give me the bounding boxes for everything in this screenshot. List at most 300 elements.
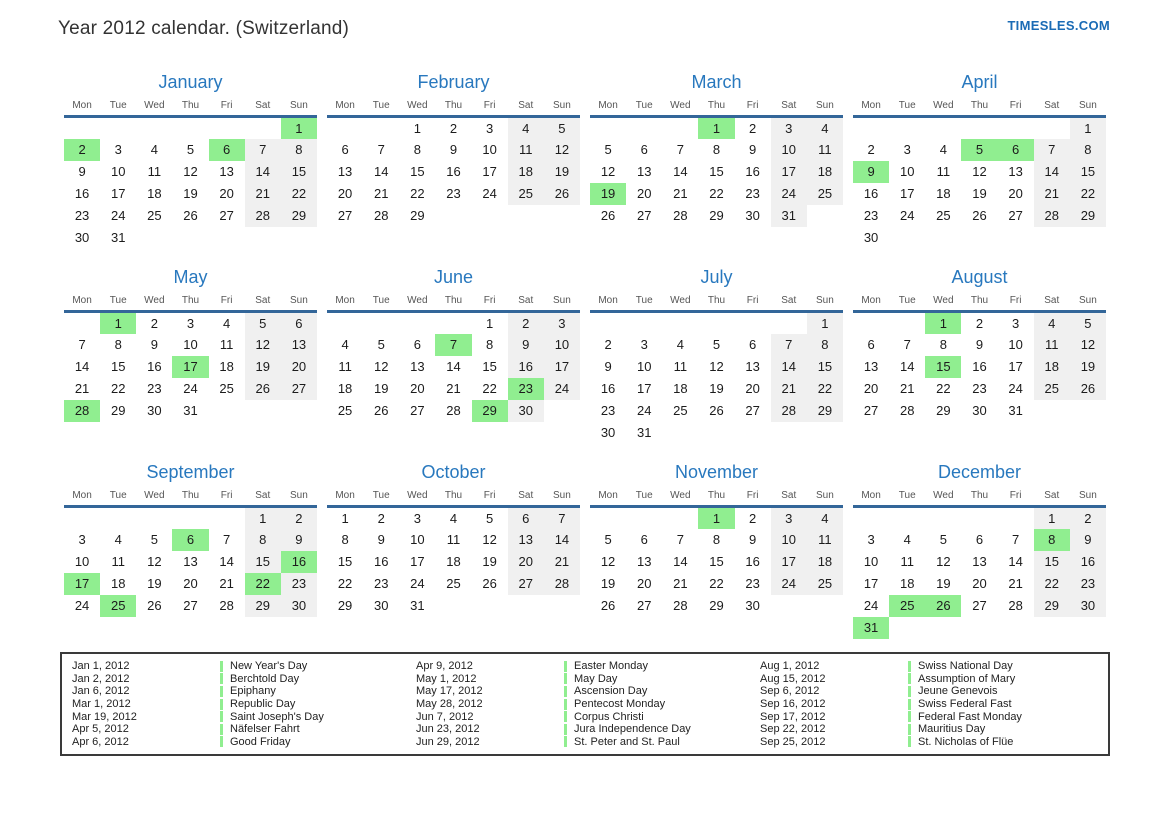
day-cell: 27 — [1008, 208, 1023, 223]
day-cell-empty — [626, 507, 662, 529]
weekday-header: Wed — [925, 100, 961, 117]
day-cell-empty — [136, 227, 172, 249]
holiday-marker — [220, 686, 223, 697]
month-title: August — [951, 267, 1008, 287]
weekday-header: Tue — [100, 295, 136, 312]
weekday-header: Sun — [281, 100, 317, 117]
weekday-header: Mon — [64, 490, 100, 507]
day-cell: 9 — [749, 142, 757, 157]
day-cell: 10 — [74, 554, 90, 569]
day-cell: 11 — [219, 337, 234, 352]
day-cell: 20 — [337, 186, 353, 201]
day-cell-empty — [1070, 422, 1106, 444]
legend-entry — [760, 735, 1098, 748]
legend-entry — [72, 673, 410, 686]
month-grid — [853, 295, 1106, 444]
weekday-header: Thu — [961, 295, 997, 312]
legend-date: Sep 22, 2012 — [760, 723, 826, 736]
day-cell: 17 — [771, 161, 807, 183]
holiday-day-cell: 17 — [172, 356, 208, 378]
weekday-header: Tue — [889, 490, 925, 507]
legend-date: Jun 29, 2012 — [416, 735, 480, 748]
day-cell-empty — [626, 617, 662, 639]
day-cell-empty — [209, 400, 245, 422]
day-cell: 25 — [508, 183, 544, 205]
legend-column — [416, 660, 754, 748]
day-cell: 19 — [600, 576, 616, 591]
day-cell: 15 — [709, 164, 724, 179]
day-cell: 2 — [749, 120, 757, 136]
month-december — [853, 462, 1106, 641]
day-cell: 13 — [863, 359, 879, 374]
day-cell: 30 — [745, 598, 760, 613]
day-cell-empty — [735, 227, 771, 249]
weekday-header: Sun — [807, 100, 843, 117]
day-cell: 16 — [147, 359, 162, 374]
day-cell-empty — [771, 312, 807, 334]
day-cell-empty — [544, 422, 580, 444]
day-cell-empty — [172, 227, 208, 249]
day-cell: 29 — [110, 403, 126, 418]
day-cell: 16 — [600, 381, 616, 396]
day-cell: 29 — [337, 598, 353, 613]
day-cell: 7 — [903, 337, 911, 352]
day-cell-empty — [399, 227, 435, 249]
day-cell: 12 — [183, 164, 198, 179]
day-cell: 7 — [245, 139, 281, 161]
day-cell-empty — [1034, 117, 1070, 139]
day-cell: 22 — [1070, 183, 1106, 205]
holiday-day-cell: 7 — [435, 334, 471, 356]
day-cell: 19 — [936, 576, 951, 591]
day-cell-empty — [735, 312, 771, 334]
day-cell: 14 — [899, 359, 915, 374]
day-cell-empty — [662, 312, 698, 334]
day-cell: 2 — [604, 337, 612, 352]
day-cell: 4 — [508, 117, 544, 139]
day-cell: 17 — [771, 551, 807, 573]
weekday-header: Sat — [771, 490, 807, 507]
weekday-header: Sun — [281, 490, 317, 507]
day-cell: 24 — [899, 208, 915, 223]
day-cell: 8 — [413, 142, 421, 157]
day-cell-empty — [327, 422, 363, 444]
day-cell-empty — [1034, 227, 1070, 249]
day-cell: 1 — [486, 315, 494, 331]
day-cell: 16 — [446, 164, 461, 179]
day-cell-empty — [961, 117, 997, 139]
day-cell: 23 — [446, 186, 461, 201]
day-cell: 2 — [975, 315, 984, 331]
day-cell-empty — [472, 227, 508, 249]
day-cell: 12 — [709, 359, 724, 374]
holiday-day-cell: 2 — [64, 139, 100, 161]
legend-date: Sep 16, 2012 — [760, 698, 826, 711]
day-cell-empty — [363, 422, 399, 444]
day-cell-empty — [853, 312, 889, 334]
day-cell: 8 — [341, 532, 349, 547]
day-cell: 13 — [219, 164, 234, 179]
month-title: March — [691, 72, 742, 92]
weekday-header: Sat — [245, 295, 281, 312]
day-cell-empty — [544, 400, 580, 422]
holiday-marker — [564, 661, 567, 672]
day-cell: 25 — [807, 573, 843, 595]
day-cell: 12 — [600, 164, 616, 179]
day-cell: 16 — [972, 359, 987, 374]
day-cell-empty — [998, 617, 1034, 639]
day-cell: 8 — [114, 337, 122, 352]
day-cell-empty — [363, 117, 399, 139]
day-cell: 7 — [1012, 532, 1020, 547]
day-cell-empty — [662, 507, 698, 529]
day-cell: 28 — [544, 573, 580, 595]
day-cell-empty — [771, 422, 807, 444]
day-cell: 13 — [745, 359, 760, 374]
day-cell: 5 — [604, 532, 612, 547]
weekday-header: Wed — [136, 100, 172, 117]
day-cell: 25 — [1034, 378, 1070, 400]
weekday-header: Tue — [363, 100, 399, 117]
day-cell-empty — [889, 312, 925, 334]
day-cell: 14 — [373, 164, 389, 179]
weekday-header: Thu — [435, 100, 471, 117]
day-cell: 21 — [219, 576, 234, 591]
day-cell: 11 — [147, 164, 162, 179]
day-cell: 20 — [745, 381, 760, 396]
day-cell: 29 — [1070, 205, 1106, 227]
holiday-day-cell: 17 — [64, 573, 100, 595]
legend-entry — [72, 660, 410, 673]
weekday-header: Tue — [889, 100, 925, 117]
legend-holiday-name: Jura Independence Day — [574, 723, 691, 736]
day-cell: 23 — [281, 573, 317, 595]
day-cell: 21 — [373, 186, 389, 201]
day-cell: 7 — [676, 142, 684, 157]
legend-holiday-name: Mauritius Day — [918, 723, 986, 736]
holiday-marker — [564, 736, 567, 747]
day-cell: 18 — [337, 381, 353, 396]
day-cell: 24 — [482, 186, 497, 201]
day-cell: 21 — [245, 183, 281, 205]
day-cell-empty — [925, 507, 961, 529]
day-cell: 28 — [1008, 598, 1023, 613]
weekday-header: Fri — [998, 100, 1034, 117]
day-cell-empty — [136, 507, 172, 529]
day-cell: 20 — [972, 576, 987, 591]
legend-holiday-name: Federal Fast Monday — [918, 710, 1022, 723]
holiday-marker — [220, 661, 223, 672]
day-cell: 27 — [183, 598, 198, 613]
day-cell-empty — [100, 117, 136, 139]
day-cell: 26 — [600, 598, 616, 613]
day-cell: 4 — [676, 337, 684, 352]
day-cell: 17 — [863, 576, 879, 591]
holiday-marker — [908, 661, 911, 672]
legend-entry — [416, 710, 754, 723]
day-cell: 17 — [1008, 359, 1023, 374]
day-cell: 27 — [410, 403, 425, 418]
day-cell: 3 — [903, 142, 911, 157]
day-cell: 17 — [482, 164, 497, 179]
holiday-marker — [908, 711, 911, 722]
day-cell: 7 — [676, 532, 684, 547]
legend-entry — [760, 685, 1098, 698]
legend-holiday-name: Ascension Day — [574, 685, 648, 698]
day-cell-empty — [172, 117, 208, 139]
holiday-marker — [220, 711, 223, 722]
day-cell: 6 — [341, 142, 349, 157]
month-grid — [327, 100, 580, 249]
day-cell: 24 — [410, 576, 425, 591]
day-cell: 2 — [508, 312, 544, 334]
day-cell: 1 — [1034, 507, 1070, 529]
day-cell: 25 — [807, 183, 843, 205]
day-cell-empty — [327, 117, 363, 139]
day-cell: 22 — [110, 381, 126, 396]
weekday-header: Mon — [327, 490, 363, 507]
day-cell: 26 — [373, 403, 389, 418]
day-cell-empty — [735, 422, 771, 444]
legend-entry — [416, 685, 754, 698]
day-cell: 9 — [150, 337, 158, 352]
legend-entry — [416, 723, 754, 736]
day-cell: 20 — [1008, 186, 1023, 201]
day-cell: 7 — [223, 532, 231, 547]
legend-date: Jan 1, 2012 — [72, 660, 130, 673]
day-cell-empty — [662, 117, 698, 139]
holiday-marker — [908, 699, 911, 710]
day-cell: 3 — [771, 507, 807, 529]
day-cell: 9 — [78, 164, 86, 179]
day-cell-empty — [472, 422, 508, 444]
day-cell: 30 — [281, 595, 317, 617]
day-cell: 3 — [1012, 315, 1020, 331]
weekday-header: Fri — [472, 295, 508, 312]
day-cell: 12 — [600, 554, 616, 569]
day-cell-empty — [998, 117, 1034, 139]
legend-date: Sep 25, 2012 — [760, 735, 826, 748]
day-cell: 13 — [1008, 164, 1023, 179]
legend-date: Apr 9, 2012 — [416, 660, 473, 673]
holiday-day-cell: 6 — [998, 139, 1034, 161]
day-cell: 2 — [281, 507, 317, 529]
day-cell-empty — [998, 507, 1034, 529]
day-cell: 12 — [482, 532, 497, 547]
day-cell-empty — [626, 227, 662, 249]
day-cell: 27 — [972, 598, 987, 613]
day-cell-empty — [1034, 422, 1070, 444]
day-cell: 26 — [147, 598, 162, 613]
day-cell: 18 — [807, 551, 843, 573]
day-cell-empty — [961, 507, 997, 529]
day-cell: 26 — [709, 403, 724, 418]
day-cell: 18 — [508, 161, 544, 183]
month-grid — [590, 295, 843, 444]
day-cell-empty — [209, 227, 245, 249]
day-cell: 4 — [223, 315, 231, 331]
day-cell-empty — [172, 507, 208, 529]
day-cell: 4 — [903, 532, 911, 547]
day-cell-empty — [281, 227, 317, 249]
day-cell-empty — [435, 422, 471, 444]
day-cell-empty — [172, 617, 208, 639]
weekday-header: Fri — [209, 100, 245, 117]
day-cell: 28 — [673, 598, 688, 613]
day-cell: 29 — [245, 595, 281, 617]
weekday-header: Sat — [508, 100, 544, 117]
day-cell: 11 — [900, 554, 914, 569]
day-cell: 17 — [544, 356, 580, 378]
legend-holiday-name: St. Nicholas of Flüe — [918, 735, 1014, 748]
day-cell-empty — [925, 117, 961, 139]
day-cell: 29 — [1034, 595, 1070, 617]
day-cell: 10 — [410, 532, 425, 547]
day-cell: 9 — [281, 529, 317, 551]
weekday-header: Wed — [399, 100, 435, 117]
day-cell-empty — [807, 595, 843, 617]
day-cell: 26 — [245, 378, 281, 400]
day-cell-empty — [807, 227, 843, 249]
day-cell-empty — [100, 617, 136, 639]
legend-holiday-name: Swiss National Day — [918, 660, 1013, 673]
day-cell: 28 — [219, 598, 234, 613]
legend-holiday-name: Republic Day — [230, 698, 296, 711]
day-cell: 21 — [1034, 183, 1070, 205]
month-grid — [853, 490, 1106, 639]
day-cell: 2 — [150, 315, 158, 331]
day-cell-empty — [245, 400, 281, 422]
holiday-marker — [564, 686, 567, 697]
day-cell: 11 — [338, 359, 352, 374]
day-cell: 7 — [377, 142, 385, 157]
legend-date: May 17, 2012 — [416, 685, 483, 698]
legend-entry — [760, 673, 1098, 686]
day-cell: 4 — [341, 337, 349, 352]
day-cell: 10 — [899, 164, 915, 179]
day-cell: 8 — [245, 529, 281, 551]
weekday-header: Mon — [590, 100, 626, 117]
day-cell: 24 — [1008, 381, 1023, 396]
day-cell: 11 — [111, 554, 125, 569]
day-cell-empty — [245, 617, 281, 639]
day-cell: 11 — [936, 164, 951, 179]
holiday-day-cell: 9 — [853, 161, 889, 183]
legend-entry — [760, 710, 1098, 723]
day-cell: 22 — [337, 576, 353, 591]
day-cell: 27 — [636, 598, 652, 613]
day-cell: 30 — [508, 400, 544, 422]
holiday-day-cell: 16 — [281, 551, 317, 573]
day-cell: 13 — [972, 554, 987, 569]
day-cell: 25 — [219, 381, 234, 396]
weekday-header: Wed — [136, 490, 172, 507]
day-cell: 8 — [712, 532, 721, 547]
site-link[interactable]: TIMESLES.COM — [1007, 18, 1110, 33]
day-cell: 4 — [1034, 312, 1070, 334]
day-cell: 26 — [482, 576, 497, 591]
legend-entry — [416, 673, 754, 686]
day-cell: 12 — [245, 334, 281, 356]
holiday-marker — [564, 711, 567, 722]
day-cell: 18 — [147, 186, 162, 201]
weekday-header: Tue — [100, 490, 136, 507]
day-cell: 20 — [183, 576, 198, 591]
legend-date: Mar 1, 2012 — [72, 698, 131, 711]
day-cell: 30 — [600, 425, 616, 440]
weekday-header: Sat — [771, 100, 807, 117]
legend-date: Sep 6, 2012 — [760, 685, 820, 698]
day-cell-empty — [136, 422, 172, 444]
day-cell: 19 — [972, 186, 987, 201]
day-cell-empty — [626, 117, 662, 139]
day-cell-empty — [925, 617, 961, 639]
day-cell: 13 — [337, 164, 353, 179]
day-cell-empty — [472, 595, 508, 617]
day-cell-empty — [961, 227, 997, 249]
day-cell: 20 — [281, 356, 317, 378]
day-cell: 2 — [749, 510, 757, 526]
day-cell: 14 — [1034, 161, 1070, 183]
month-grid — [327, 490, 580, 639]
day-cell: 16 — [863, 186, 879, 201]
month-grid — [64, 490, 317, 639]
day-cell: 6 — [640, 142, 648, 157]
day-cell-empty — [64, 507, 100, 529]
legend-entry — [760, 698, 1098, 711]
day-cell-empty — [889, 117, 925, 139]
holiday-marker — [220, 673, 223, 684]
day-cell: 30 — [147, 403, 162, 418]
day-cell: 7 — [771, 334, 807, 356]
weekday-header: Tue — [626, 490, 662, 507]
day-cell: 30 — [745, 208, 760, 223]
day-cell: 8 — [712, 142, 721, 157]
holiday-marker — [908, 673, 911, 684]
day-cell: 30 — [1070, 595, 1106, 617]
day-cell: 14 — [219, 554, 234, 569]
day-cell-empty — [209, 117, 245, 139]
month-november — [590, 462, 843, 641]
day-cell: 11 — [807, 529, 843, 551]
day-cell: 31 — [410, 598, 425, 613]
day-cell-empty — [435, 595, 471, 617]
weekday-header: Fri — [735, 100, 771, 117]
weekday-header: Tue — [363, 490, 399, 507]
weekday-header: Mon — [590, 295, 626, 312]
day-cell: 3 — [486, 120, 494, 136]
day-cell-empty — [853, 507, 889, 529]
day-cell: 26 — [183, 208, 198, 223]
weekday-header: Sun — [544, 100, 580, 117]
legend-holiday-name: Jeune Genevois — [918, 685, 998, 698]
legend-date: Jun 23, 2012 — [416, 723, 480, 736]
day-cell: 11 — [508, 139, 544, 161]
day-cell: 15 — [1070, 161, 1106, 183]
day-cell: 2 — [867, 142, 875, 157]
day-cell: 9 — [377, 532, 385, 547]
day-cell-empty — [472, 617, 508, 639]
holiday-marker — [564, 673, 567, 684]
day-cell: 14 — [771, 356, 807, 378]
weekday-header: Wed — [399, 295, 435, 312]
holiday-day-cell: 19 — [590, 183, 626, 205]
day-cell-empty — [281, 617, 317, 639]
day-cell: 13 — [410, 359, 425, 374]
day-cell: 22 — [1034, 573, 1070, 595]
day-cell-empty — [698, 617, 734, 639]
month-title: June — [433, 267, 474, 287]
